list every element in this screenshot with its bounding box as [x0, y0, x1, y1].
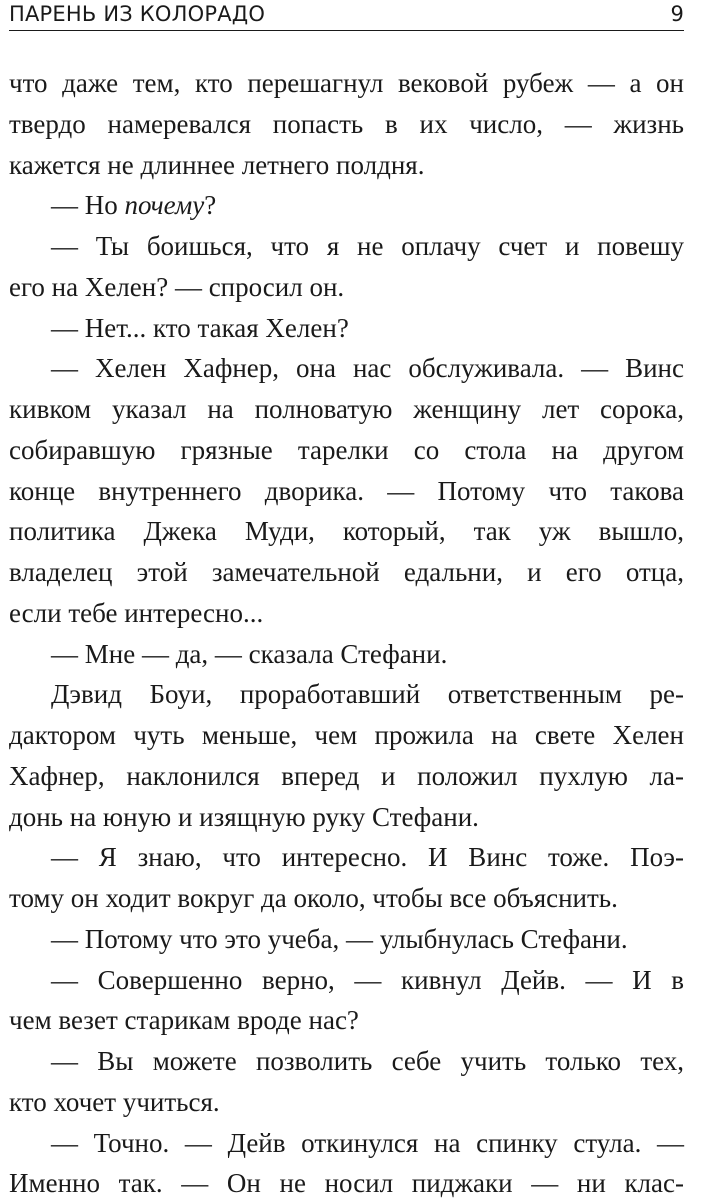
- text-line: Хафнер, наклонился вперед и положил пухлую ла-: [9, 760, 684, 791]
- text-line: кажется не длиннее летнего полдня.: [9, 149, 425, 180]
- book-title: ПАРЕНЬ ИЗ КОЛОРАДО: [9, 2, 266, 26]
- text-line: кто хочет учиться.: [9, 1086, 220, 1117]
- text-line: владелец этой замечательной едальни, и его отца,: [9, 557, 684, 587]
- text-line: тому он ходит вокруг да около, чтобы все объяснить.: [9, 883, 618, 913]
- text-fragment: — Но: [51, 190, 125, 221]
- page-number: 9: [670, 2, 684, 26]
- body-text: [9, 63, 684, 1204]
- text-line: дактором чуть меньше, чем прожила на свете Хелен: [9, 720, 684, 750]
- text-line: кивком указал на полноватую женщину лет сорока,: [9, 394, 684, 424]
- text-line: конце внутреннего дворика. — Потому что такова: [9, 475, 684, 506]
- text-line: если тебе интересно...: [9, 597, 264, 628]
- text-line: его на Хелен? — спросил он.: [9, 271, 345, 302]
- text-line: — Нет... кто такая Хелен?: [51, 312, 349, 343]
- running-header: [9, 0, 684, 31]
- text-line: политика Джека Муди, который, так уж вышло,: [9, 516, 684, 547]
- text-line: донь на юную и изящную руку Стефани.: [9, 801, 479, 832]
- text-line: — Я знаю, что интересно. И Винс тоже. Поэ-: [51, 842, 684, 873]
- text-line: собиравшую грязные тарелки со стола на другом: [9, 434, 684, 465]
- text-line: — Потому что это учеба, — улыбнулась Стефани.: [51, 923, 628, 954]
- text-line: Дэвид Боуи, проработавший ответственным ре-: [51, 679, 684, 710]
- text-line: Именно так. — Он не носил пиджаки — ни клас-: [9, 1168, 684, 1199]
- text-line: — Вы можете позволить себе учить только тех,: [51, 1046, 684, 1076]
- text-line: [9, 185, 684, 226]
- text-line: — Ты боишься, что я не оплачу счет и повешу: [51, 231, 684, 261]
- text-line: — Мне — да, — сказала Стефани.: [51, 638, 448, 669]
- italic-word: почему: [124, 190, 205, 221]
- text-line: — Хелен Хафнер, она нас обслуживала. — Винс: [51, 353, 684, 384]
- text-fragment: ?: [204, 190, 217, 221]
- text-line: чем везет старикам вроде нас?: [9, 1005, 359, 1036]
- text-line: — Совершенно верно, — кивнул Дейв. — И в: [51, 964, 684, 995]
- text-line: — Точно. — Дейв откинулся на спинку стула. —: [51, 1127, 684, 1158]
- text-line: твердо намеревался попасть в их число, — жизнь: [9, 108, 684, 139]
- text-line: что даже тем, кто перешагнул вековой рубеж — а он: [9, 68, 684, 98]
